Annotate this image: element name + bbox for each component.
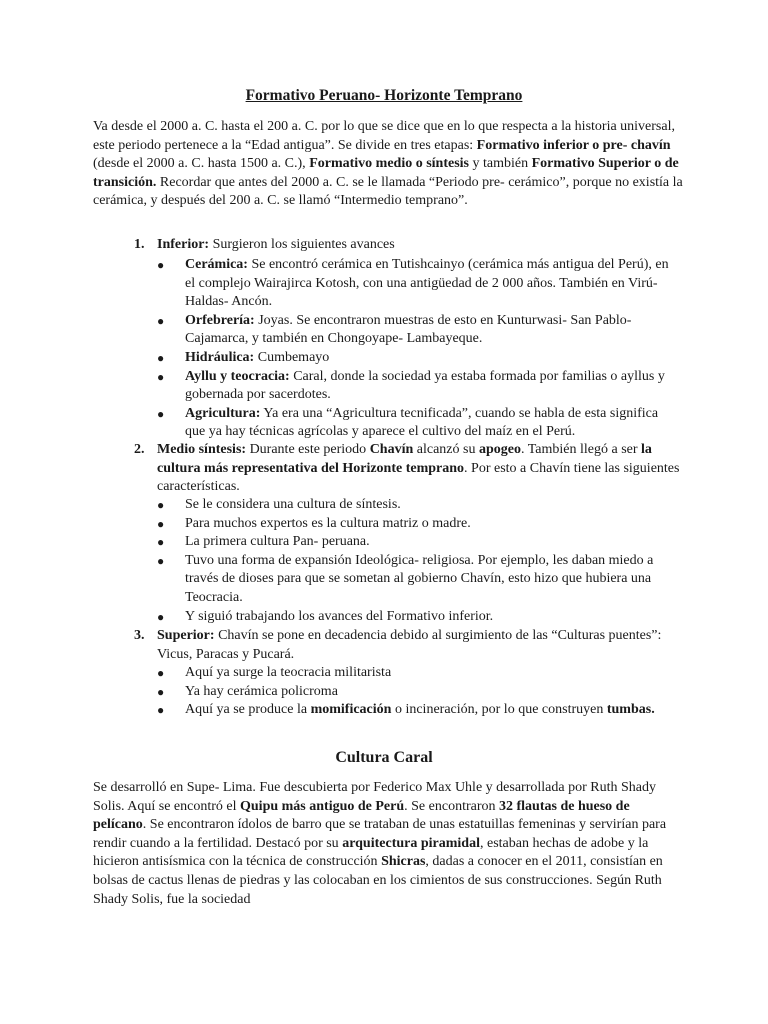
list-item	[155, 405, 675, 442]
text-run: . Se encontraron ídolos de barro que se trataban de unas estatuillas femeninas y servirían para rendir cuando a la fertilidad. Destacó por su	[93, 817, 667, 851]
section-medio	[134, 441, 694, 497]
text-run: Durante este periodo	[246, 442, 370, 457]
bullet-icon: ●	[157, 369, 165, 384]
bullet-list-medio	[155, 496, 675, 626]
bold-text: Medio síntesis:	[157, 442, 247, 457]
section-inferior	[134, 236, 694, 255]
bullet-icon: ●	[157, 498, 165, 512]
bullet-list-superior	[155, 664, 675, 720]
text-run: , estaban hechas de adobe y la hicieron antisísmica con la técnica de construcción	[93, 835, 649, 870]
text-run: La primera cultura Pan- peruana.	[185, 534, 370, 550]
text-run: . También llegó a ser	[520, 442, 642, 457]
bold-text: Inferior:	[157, 237, 210, 252]
bullet-list-inferior	[155, 256, 675, 442]
text-run: (desde el 2000 a. C. hasta 1500 a. C.),	[93, 156, 310, 172]
bold-text: momificación	[310, 702, 392, 718]
page-title: Formativo Peruano- Horizonte Temprano	[245, 87, 523, 104]
text-run: Recordar que antes del 2000 a. C. se le llamada “Periodo pre- cerámico”, porque no existía la cerámica, y después del 200 a. C. se llamó “Intermedio temprano”.	[93, 174, 683, 209]
text-run: Para muchos expertos es la cultura matriz o madre.	[185, 515, 471, 531]
bold-text: 32 flautas de hueso de pelícano	[93, 798, 630, 833]
text-run: Chavín se pone en decadencia debido al surgimiento de las “Culturas puentes”: Vicus, Paracas y Pucará.	[157, 628, 662, 662]
text-run: , dadas a conocer en el 2011, consistían en bolsas de cactus llenas de piedras y las colocaban en los cimientos de sus construcciones. Según Ruth Shady Solis, fue la sociedad	[93, 854, 663, 907]
list-number: 1.	[134, 237, 145, 252]
bullet-icon: ●	[157, 703, 165, 718]
bold-text: Agricultura:	[185, 405, 261, 421]
bullet-icon: ●	[157, 350, 165, 365]
bullet-icon: ●	[157, 535, 165, 550]
bullet-icon: ●	[157, 406, 165, 421]
text-run: Cumbemayo	[254, 349, 330, 365]
bold-text: Shicras	[381, 854, 426, 870]
bold-text: Orfebrería:	[185, 312, 255, 328]
list-item	[155, 368, 675, 405]
text-run: Se desarrolló en Supe- Lima. Fue descubierta por Federico Max Uhle y desarrollada por Ruth Shady Solis. Aquí se encontró el	[93, 780, 656, 814]
bold-text: Formativo inferior o pre- chavín	[476, 137, 671, 153]
bold-text: Hidráulica:	[185, 349, 255, 365]
list-number: 3.	[134, 628, 145, 643]
text-run: Joyas. Se encontraron muestras de esto en Kunturwasi- San Pablo- Cajamarca, y también en Chongoyape- Lambayeque.	[185, 312, 632, 347]
bullet-icon: ●	[157, 516, 165, 531]
list-item	[155, 552, 675, 608]
list-item	[155, 349, 675, 368]
bullet-icon: ●	[157, 609, 165, 624]
section-title-caral: Cultura Caral	[335, 749, 433, 766]
bold-text: Quipu más antiguo de Perú	[240, 798, 405, 814]
section-heading	[157, 627, 694, 664]
intro-paragraph	[93, 118, 683, 211]
text-run: o incineración, por lo que construyen	[391, 702, 607, 718]
list-item	[155, 683, 675, 702]
caral-paragraph	[93, 779, 683, 909]
bold-text: apogeo	[478, 442, 521, 457]
text-run: Va desde el 2000 a. C. hasta el 200 a. C. por lo que se dice que en lo que respecta a la historia universal, este periodo pertenece a la “Edad antigua”. Se divide en tres etapas:	[93, 119, 675, 153]
bold-text: Formativo Superior o de transición.	[93, 156, 679, 190]
bold-text: Ayllu y teocracia:	[185, 368, 290, 384]
text-run: Surgieron los siguientes avances	[209, 237, 395, 252]
text-run: Ya era una “Agricultura tecnificada”, cuando se habla de esta significa que ya hay técnicas agrícolas y aparece el cultivo del maíz en el Perú.	[185, 405, 659, 440]
bullet-icon: ●	[157, 313, 165, 328]
text-run: . Se encontraron	[404, 798, 499, 814]
bullet-icon: ●	[157, 553, 165, 568]
section-heading	[157, 236, 694, 255]
text-run: Aquí ya surge la teocracia militarista	[185, 665, 392, 680]
bullet-icon: ●	[157, 258, 165, 272]
list-item	[155, 608, 675, 627]
list-item	[155, 533, 675, 552]
bold-text: Superior:	[157, 628, 215, 643]
bold-text: Chavín	[369, 442, 414, 457]
list-item	[155, 664, 675, 683]
bold-text: Formativo medio o síntesis	[309, 156, 470, 172]
list-item	[155, 496, 675, 515]
list-number: 2.	[134, 442, 145, 457]
text-run: Ya hay cerámica policroma	[185, 683, 338, 699]
list-item	[155, 312, 675, 349]
text-run: Tuvo una forma de expansión Ideológica- religiosa. Por ejemplo, les daban miedo a través de dioses para que se sometan al gobierno Chavín, esto hizo que hubiera una Teocracia.	[185, 552, 654, 605]
bullet-icon: ●	[157, 666, 165, 680]
list-item	[155, 256, 675, 312]
bold-text: tumbas.	[606, 702, 655, 718]
text-run: Se encontró cerámica en Tutishcainyo (cerámica más antigua del Perú), en el complejo Wairajirca Kotosh, con una antigüedad de 2 000 años. También en Virú- Haldas- Ancón.	[185, 257, 669, 310]
bold-text: Cerámica:	[185, 257, 248, 272]
text-run: Y siguió trabajando los avances del Formativo inferior.	[185, 608, 494, 624]
list-item	[155, 515, 675, 534]
text-run: Se le considera una cultura de síntesis.	[185, 497, 401, 512]
bullet-icon: ●	[157, 684, 165, 699]
text-run: alcanzó su	[413, 442, 479, 457]
bold-text: arquitectura piramidal	[342, 835, 480, 851]
section-superior	[134, 627, 694, 664]
section-heading	[157, 441, 694, 497]
bold-text: la cultura más representativa del Horizonte temprano	[157, 442, 652, 476]
text-run: . Por esto a Chavín tiene las siguientes características.	[157, 460, 680, 495]
text-run: y también	[469, 156, 532, 172]
text-run: Caral, donde la sociedad ya estaba formada por familias o ayllus y gobernada por sacerdotes.	[185, 368, 665, 403]
text-run: Aquí ya se produce la	[185, 702, 311, 718]
list-item	[155, 701, 675, 720]
